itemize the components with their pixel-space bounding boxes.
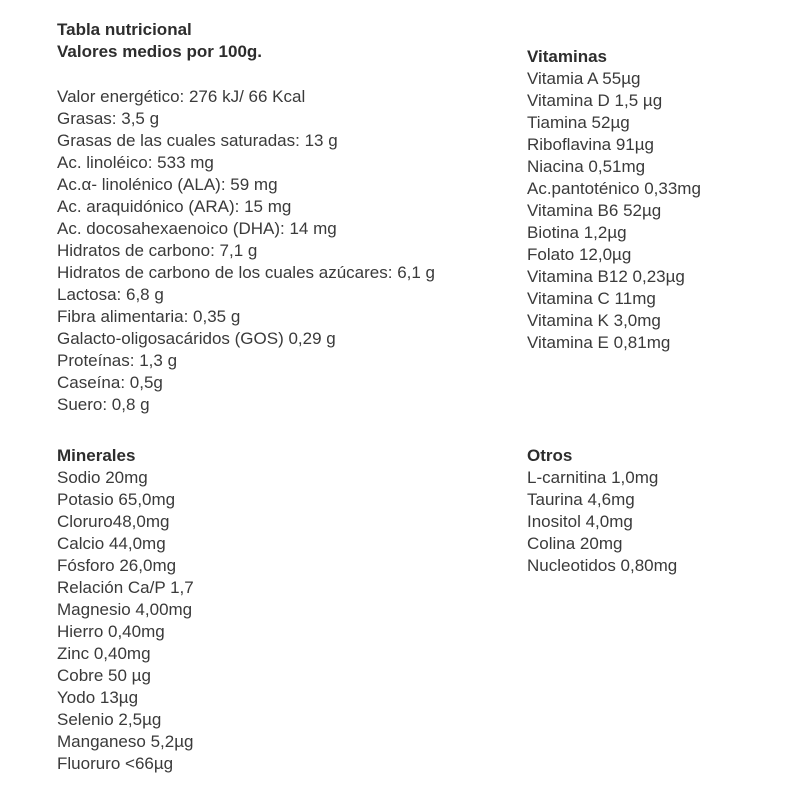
- nutrition-row-protein: Proteínas: 1,3 g: [57, 351, 178, 370]
- vitamin-row-folate: Folato 12,0µg: [527, 245, 632, 264]
- page-title: Tabla nutricional: [57, 20, 192, 39]
- nutrition-row-fiber: Fibra alimentaria: 0,35 g: [57, 307, 241, 326]
- other-row-choline: Colina 20mg: [527, 534, 623, 553]
- nutrition-row-dha: Ac. docosahexaenoico (DHA): 14 mg: [57, 219, 337, 238]
- vitamin-row-b12: Vitamina B12 0,23µg: [527, 267, 685, 286]
- mineral-row-phosphorus: Fósforo 26,0mg: [57, 556, 177, 575]
- nutrition-row-gos: Galacto-oligosacáridos (GOS) 0,29 g: [57, 329, 336, 348]
- vitamin-row-e: Vitamina E 0,81mg: [527, 333, 671, 352]
- mineral-row-selenium: Selenio 2,5µg: [57, 710, 162, 729]
- vitamin-row-d: Vitamina D 1,5 µg: [527, 91, 663, 110]
- vitamin-row-b6: Vitamina B6 52µg: [527, 201, 662, 220]
- nutrition-row-linoleic-acid: Ac. linoléico: 533 mg: [57, 153, 214, 172]
- other-row-taurine: Taurina 4,6mg: [527, 490, 635, 509]
- other-row-inositol: Inositol 4,0mg: [527, 512, 633, 531]
- other-row-l-carnitine: L-carnitina 1,0mg: [527, 468, 659, 487]
- nutrition-header: [57, 19, 262, 63]
- vitamin-row-riboflavin: Riboflavina 91µg: [527, 135, 654, 154]
- vitamins-heading: Vitaminas: [527, 47, 608, 66]
- mineral-row-fluoride: Fluoruro <66µg: [57, 754, 174, 773]
- mineral-row-sodium: Sodio 20mg: [57, 468, 148, 487]
- nutrition-row-alpha-linolenic-acid: Ac.α- linolénico (ALA): 59 mg: [57, 175, 278, 194]
- nutrition-row-saturated-fat: Grasas de las cuales saturadas: 13 g: [57, 131, 338, 150]
- mineral-row-potassium: Potasio 65,0mg: [57, 490, 176, 509]
- nutrition-row-arachidonic-acid: Ac. araquidónico (ARA): 15 mg: [57, 197, 292, 216]
- vitamins-section: [527, 46, 701, 354]
- vitamin-row-biotin: Biotina 1,2µg: [527, 223, 627, 242]
- other-row-nucleotides: Nucleotidos 0,80mg: [527, 556, 678, 575]
- vitamin-row-niacin: Niacina 0,51mg: [527, 157, 646, 176]
- vitamin-row-a: Vitamia A 55µg: [527, 69, 641, 88]
- mineral-row-copper: Cobre 50 µg: [57, 666, 151, 685]
- vitamin-row-pantothenic-acid: Ac.pantoténico 0,33mg: [527, 179, 701, 198]
- minerals-heading: Minerales: [57, 446, 136, 465]
- mineral-row-manganese: Manganeso 5,2µg: [57, 732, 194, 751]
- mineral-row-calcium: Calcio 44,0mg: [57, 534, 166, 553]
- minerals-section: [57, 445, 194, 775]
- nutrition-values-list: [57, 86, 435, 416]
- mineral-row-magnesium: Magnesio 4,00mg: [57, 600, 193, 619]
- nutrition-row-carbohydrates: Hidratos de carbono: 7,1 g: [57, 241, 258, 260]
- mineral-row-iron: Hierro 0,40mg: [57, 622, 165, 641]
- nutrition-row-casein: Caseína: 0,5g: [57, 373, 163, 392]
- mineral-row-iodine: Yodo 13µg: [57, 688, 139, 707]
- nutrition-row-lactose: Lactosa: 6,8 g: [57, 285, 164, 304]
- others-heading: Otros: [527, 446, 573, 465]
- nutrition-row-fat: Grasas: 3,5 g: [57, 109, 160, 128]
- page-subtitle: Valores medios por 100g.: [57, 42, 263, 61]
- mineral-row-zinc: Zinc 0,40mg: [57, 644, 151, 663]
- vitamin-row-c: Vitamina C 11mg: [527, 289, 656, 308]
- others-section: [527, 445, 677, 577]
- mineral-row-chloride: Cloruro48,0mg: [57, 512, 170, 531]
- vitamin-row-thiamine: Tiamina 52µg: [527, 113, 630, 132]
- nutrition-row-whey: Suero: 0,8 g: [57, 395, 150, 414]
- nutrition-row-energy: Valor energético: 276 kJ/ 66 Kcal: [57, 87, 306, 106]
- vitamin-row-k: Vitamina K 3,0mg: [527, 311, 661, 330]
- nutrition-row-sugars: Hidratos de carbono de los cuales azúcares: 6,1 g: [57, 263, 436, 282]
- mineral-row-ca-p-ratio: Relación Ca/P 1,7: [57, 578, 194, 597]
